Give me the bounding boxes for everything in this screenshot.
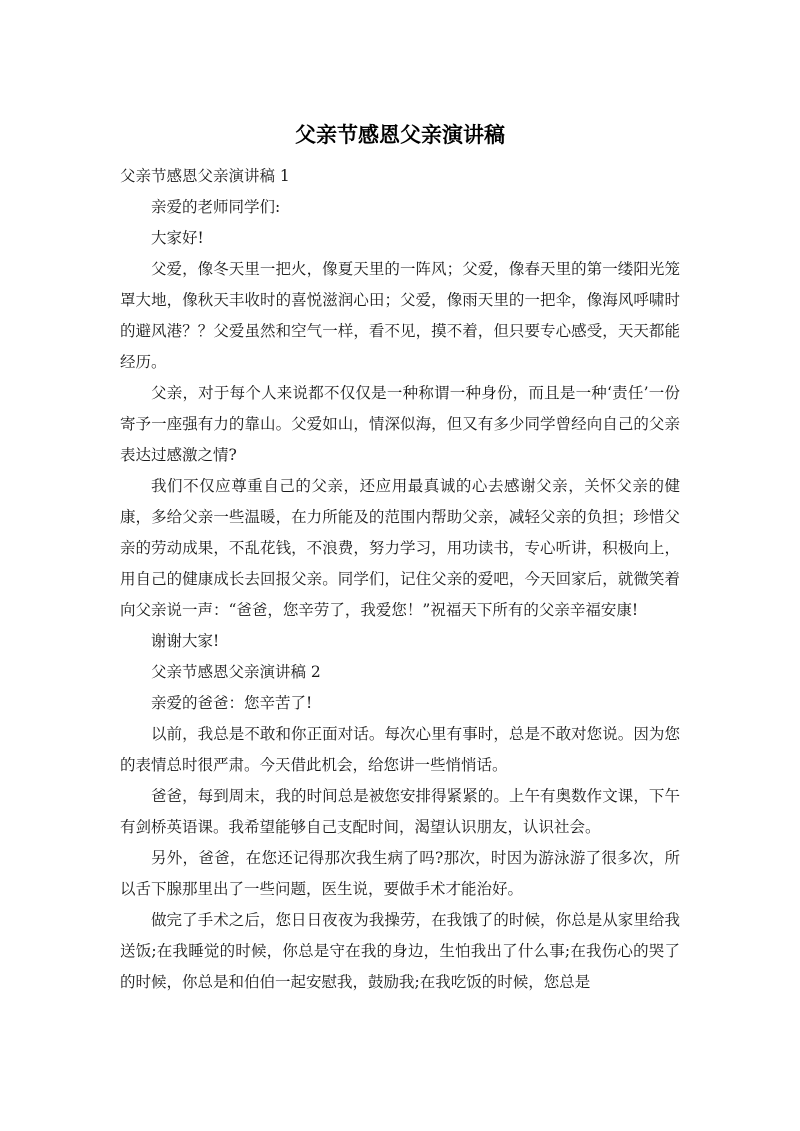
salutation: 亲爱的老师同学们:: [151, 198, 281, 216]
body-paragraph: 以前，我总是不敢和你正面对话。每次心里有事时，总是不敢对您说。因为您的表情总时很严肃。今天借此机会，给您讲一些悄悄话。: [120, 725, 680, 774]
greeting: 大家好!: [151, 229, 204, 247]
body-paragraph: 爸爸，每到周末，我的时间总是被您安排得紧紧的。上午有奥数作文课，下午有剑桥英语课。我希望能够自己支配时间，渴望认识朋友，认识社会。: [120, 787, 680, 836]
body-paragraph: 我们不仅应尊重自己的父亲，还应用最真诚的心去感谢父亲，关怀父亲的健康，多给父亲一些温暖，在力所能及的范围内帮助父亲，减轻父亲的负担；珍惜父亲的劳动成果，不乱花钱，不浪费，努力学习，用功读书，专心听讲，积极向上，用自己的健康成长去回报父亲。同学们，记住父亲的爱吧，今天回家后，就微笑着向父亲说一声：“爸爸，您辛劳了，我爱您！”祝福天下所有的父亲辛福安康!: [120, 477, 680, 619]
body-paragraph: 父爱，像冬天里一把火，像夏天里的一阵风；父爱，像春天里的第一缕阳光笼罩大地，像秋天丰收时的喜悦滋润心田；父爱，像雨天里的一把伞，像海风呼啸时的避风港？？父爱虽然和空气一样，看不见，摸不着，但只要专心感受，天天都能经历。: [120, 260, 680, 371]
document-title: 父亲节感恩父亲演讲稿: [295, 123, 505, 147]
section-heading-2: 父亲节感恩父亲演讲稿 2: [151, 663, 321, 681]
section-heading-1: 父亲节感恩父亲演讲稿 1: [120, 167, 290, 185]
closing-line: 谢谢大家!: [151, 632, 220, 650]
body-paragraph: 另外，爸爸，在您还记得那次我生病了吗?那次，时因为游泳游了很多次，所以舌下腺那里出了一些问题，医生说，要做手术才能治好。: [120, 849, 680, 898]
body-paragraph: 父亲，对于每个人来说都不仅仅是一种称谓一种身份，而且是一种‘责任’一份寄予一座强有力的靠山。父爱如山，情深似海，但又有多少同学曾经向自己的父亲表达过感激之情?: [120, 384, 680, 464]
document-body: [120, 161, 680, 998]
salutation: 亲爱的爸爸：您辛苦了!: [151, 694, 313, 712]
body-paragraph: 做完了手术之后，您日日夜夜为我操劳，在我饿了的时候，你总是从家里给我送饭;在我睡觉的时候，你总是守在我的身边，生怕我出了什么事;在我伤心的哭了的时候，你总是和伯伯一起安慰我，鼓励我;在我吃饭的时候，您总是: [120, 911, 680, 991]
